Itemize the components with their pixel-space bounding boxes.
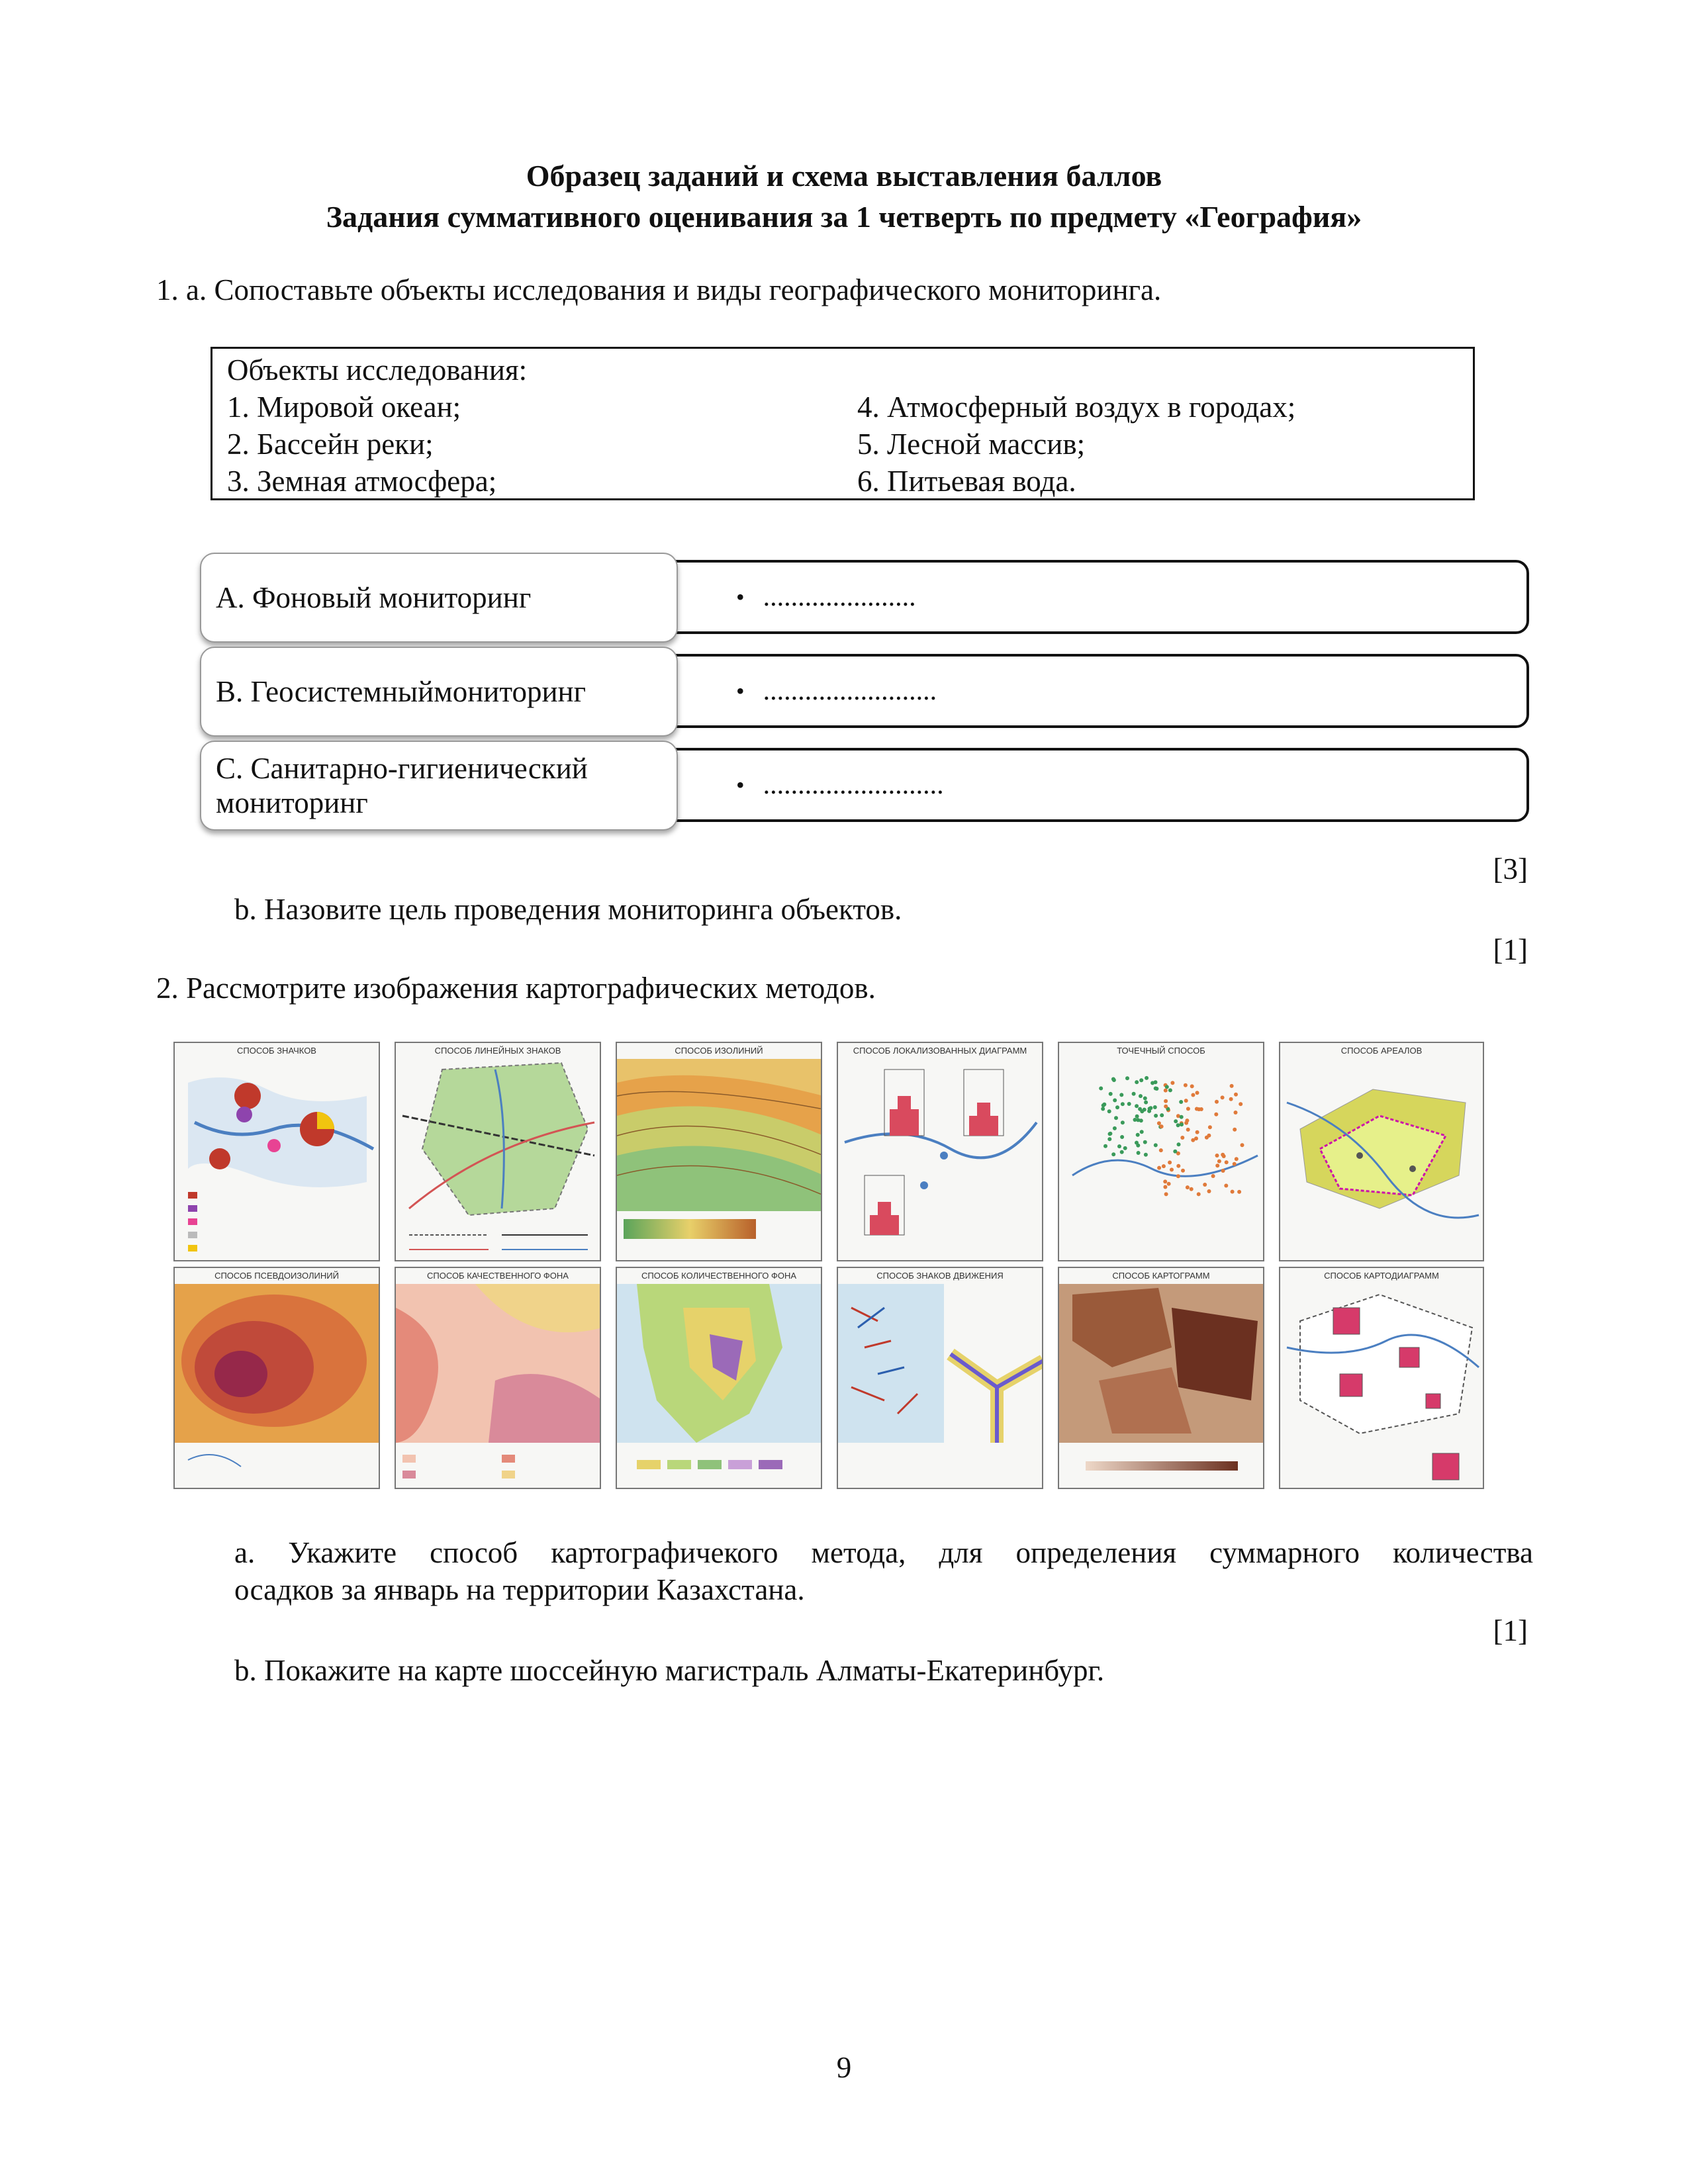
panel-quantitative-background	[616, 1267, 822, 1489]
answer-blank: ..........................	[763, 770, 944, 800]
panel-caption: СПОСОБ КАРТОДИАГРАММ	[1324, 1271, 1439, 1281]
panel-caption: СПОСОБ АРЕАЛОВ	[1340, 1046, 1423, 1056]
panel-caption: СПОСОБ КАРТОГРАММ	[1112, 1271, 1210, 1281]
panel-cartogram	[1058, 1267, 1264, 1489]
object-item: 4. Атмосферный воздух в городах;	[857, 390, 1296, 424]
panel-qualitative-background	[395, 1267, 601, 1489]
cartographic-methods-figure	[173, 1042, 1484, 1489]
monitoring-label: C. Санитарно-гигиенический	[216, 752, 588, 785]
document-subtitle: Задания суммативного оценивания за 1 четверть по предмету «География»	[326, 200, 1362, 234]
object-item: 1. Мировой океан;	[227, 390, 461, 424]
score-q2a: [1]	[1493, 1614, 1528, 1647]
score-q1a: [3]	[1493, 852, 1528, 886]
research-objects-box	[211, 347, 1475, 500]
monitoring-label: A. Фоновый мониторинг	[216, 581, 532, 614]
panel-movement-signs	[837, 1267, 1043, 1489]
monitoring-type-background	[200, 553, 678, 643]
dot-method-image	[1059, 1043, 1264, 1261]
document-title: Образец заданий и схема выставления баллов	[526, 159, 1162, 193]
monitoring-type-geosystem	[200, 647, 678, 737]
panel-caption: СПОСОБ ЛОКАЛИЗОВАННЫХ ДИАГРАММ	[853, 1046, 1027, 1056]
localized-diagrams-image	[838, 1043, 1043, 1261]
score-q1b: [1]	[1493, 933, 1528, 966]
page-number: 9	[836, 2051, 852, 2084]
panel-caption: СПОСОБ КОЛИЧЕСТВЕННОГО ФОНА	[641, 1271, 797, 1281]
cartogram-image	[1059, 1268, 1264, 1489]
areal-method-image	[1280, 1043, 1484, 1261]
answer-blank: .........................	[763, 676, 937, 706]
panel-pseudo-isolines	[173, 1267, 380, 1489]
monitoring-label: B. Геосистемныймониторинг	[216, 675, 586, 708]
movement-signs-image	[838, 1268, 1043, 1489]
panel-caption: СПОСОБ ЗНАЧКОВ	[237, 1046, 316, 1056]
monitoring-label-continued: мониторинг	[216, 786, 368, 819]
panel-isolines	[616, 1042, 822, 1261]
question-1b: b. Назовите цель проведения мониторинга объектов.	[234, 893, 902, 926]
panel-caption: ТОЧЕЧНЫЙ СПОСОБ	[1117, 1046, 1205, 1056]
panel-caption: СПОСОБ ПСЕВДОИЗОЛИНИЙ	[214, 1271, 339, 1281]
panel-caption: СПОСОБ ЛИНЕЙНЫХ ЗНАКОВ	[434, 1046, 561, 1056]
object-item: 6. Питьевая вода.	[857, 465, 1076, 498]
panel-caption: СПОСОБ ИЗОЛИНИЙ	[675, 1046, 763, 1056]
answer-field-geosystem[interactable]	[655, 654, 1529, 728]
panel-caption: СПОСОБ ЗНАКОВ ДВИЖЕНИЯ	[876, 1271, 1004, 1281]
panel-dot-method	[1058, 1042, 1264, 1261]
panel-cartodiagram	[1279, 1267, 1484, 1489]
question-2a-line2: осадков за январь на территории Казахстана.	[234, 1573, 805, 1606]
object-item: 5. Лесной массив;	[857, 428, 1086, 461]
question-2b: b. Покажите на карте шоссейную магистраль Алматы-Екатеринбург.	[234, 1654, 1105, 1687]
bullet-icon: •	[736, 584, 745, 610]
object-item: 2. Бассейн реки;	[227, 428, 434, 461]
quantitative-background-image	[617, 1268, 822, 1489]
qualitative-background-image	[396, 1268, 601, 1489]
pseudo-isolines-image	[175, 1268, 380, 1489]
objects-heading: Объекты исследования:	[227, 353, 528, 387]
answer-field-background[interactable]	[655, 560, 1529, 634]
monitoring-type-sanitary	[200, 741, 678, 831]
bullet-icon: •	[736, 772, 745, 798]
object-item: 3. Земная атмосфера;	[227, 465, 497, 498]
question-1-prompt: 1. a. Сопоставьте объекты исследования и виды географического мониторинга.	[156, 273, 1162, 306]
answer-blank: ......................	[763, 582, 916, 612]
cartodiagram-image	[1280, 1268, 1484, 1489]
panel-areal-method	[1279, 1042, 1484, 1261]
panel-signs-method	[173, 1042, 380, 1261]
panel-localized-diagrams	[837, 1042, 1043, 1261]
answer-field-sanitary[interactable]	[655, 748, 1529, 822]
panel-caption: СПОСОБ КАЧЕСТВЕННОГО ФОНА	[427, 1271, 569, 1281]
panel-linear-signs	[395, 1042, 601, 1261]
question-2a-line1: a. Укажите способ картографичекого метода, для определения суммарного количества	[234, 1536, 1533, 1569]
linear-signs-map-image	[396, 1043, 601, 1261]
signs-map-image	[175, 1043, 380, 1261]
isolines-map-image	[617, 1043, 822, 1261]
question-2-prompt: 2. Рассмотрите изображения картографических методов.	[156, 972, 876, 1005]
bullet-icon: •	[736, 678, 745, 704]
